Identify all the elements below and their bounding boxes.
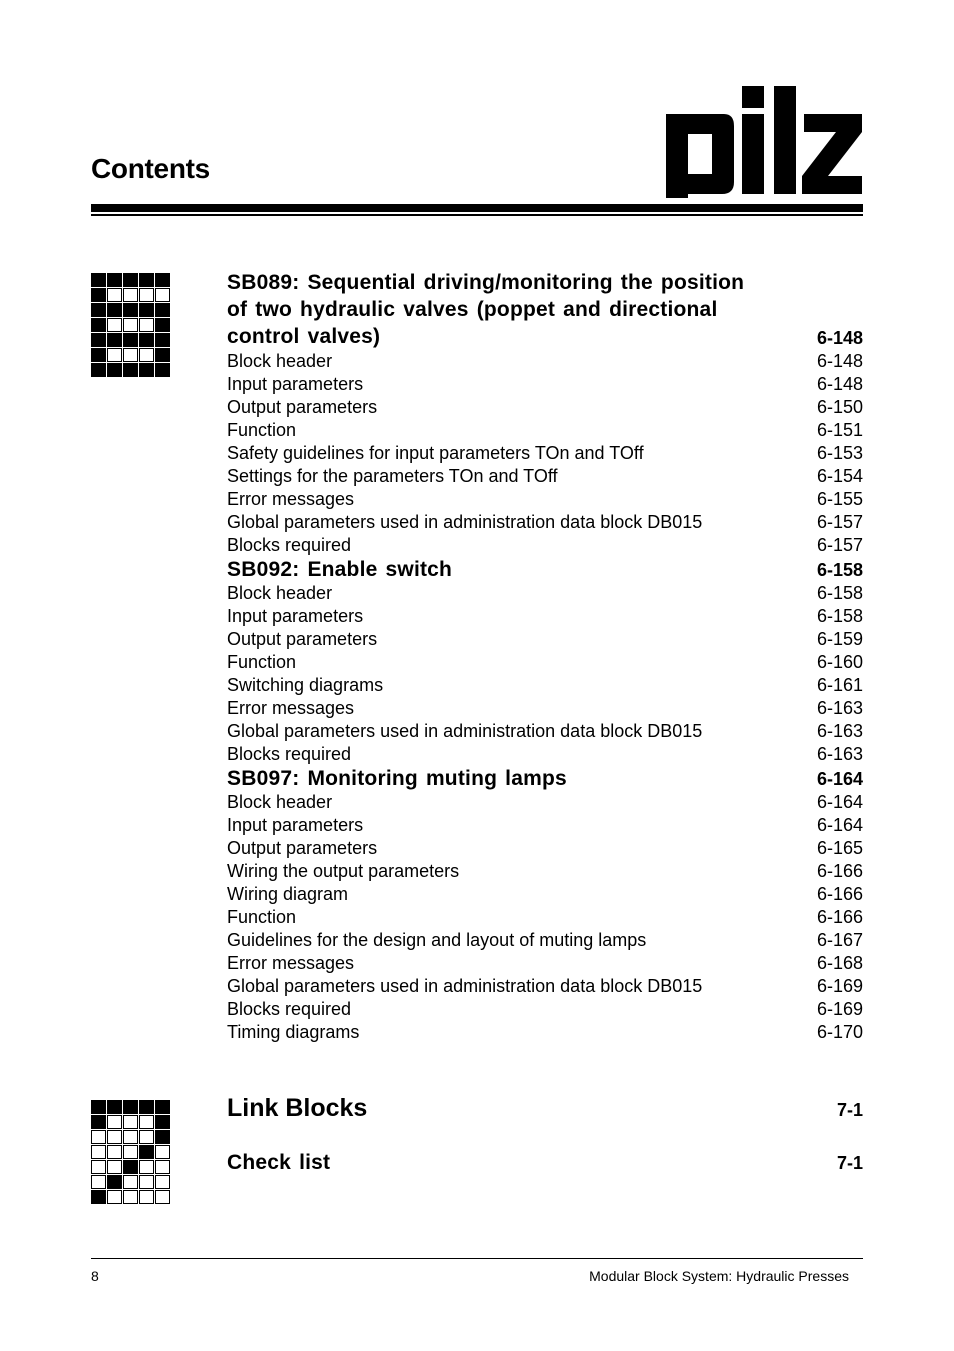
- toc-chapter-7: [227, 1094, 863, 1175]
- toc-entry-page: 6-151: [816, 420, 863, 440]
- section-heading-row: [227, 766, 863, 791]
- toc-entry: [227, 952, 863, 975]
- section-title: SB092: Enable switch: [227, 558, 453, 581]
- section-heading-row: [227, 323, 863, 350]
- toc-entry-text: Guidelines for the design and layout of muting lamps: [227, 930, 647, 950]
- header-rule-thin: [91, 214, 863, 216]
- toc-entry: [227, 628, 863, 651]
- toc-entry: [227, 791, 863, 814]
- toc-entry: [227, 1021, 863, 1044]
- toc-entry-text: Safety guidelines for input parameters TOn and TOff: [227, 443, 644, 463]
- toc-section-sb092: [227, 557, 863, 766]
- toc-entry-page: 6-150: [816, 397, 863, 417]
- toc-entry-text: Wiring the output parameters: [227, 861, 460, 881]
- section-title-line: SB089: Sequential driving/monitoring the position: [227, 271, 745, 294]
- toc-entry-page: 6-161: [816, 675, 863, 695]
- toc-entry-text: Blocks required: [227, 535, 352, 555]
- toc-entry-page: 6-155: [816, 489, 863, 509]
- toc-entry: [227, 511, 863, 534]
- toc-entry-text: Blocks required: [227, 999, 352, 1019]
- toc-entry-text: Global parameters used in administration data block DB015: [227, 721, 703, 741]
- check-list-title: Check list: [227, 1151, 331, 1174]
- toc-entry: [227, 697, 863, 720]
- section-heading-row: [227, 557, 863, 582]
- toc-entry: [227, 488, 863, 511]
- toc-entry-text: Block header: [227, 792, 333, 812]
- toc-entry-text: Function: [227, 907, 297, 927]
- toc-entry: [227, 674, 863, 697]
- toc-entry-text: Wiring diagram: [227, 884, 349, 904]
- toc-entry-page: 6-164: [816, 815, 863, 835]
- toc-entry-page: 6-166: [816, 907, 863, 927]
- footer-document-title: Modular Block System: Hydraulic Presses: [589, 1268, 849, 1284]
- toc-entry: [227, 396, 863, 419]
- toc-entry-page: 6-158: [816, 606, 863, 626]
- toc-entry-page: 6-169: [816, 999, 863, 1019]
- toc-entry-text: Block header: [227, 351, 333, 371]
- footer-rule: [91, 1258, 863, 1259]
- chapter-heading-row: [227, 1094, 863, 1123]
- toc-entry-page: 6-166: [816, 861, 863, 881]
- section-page: 6-158: [816, 560, 863, 580]
- toc-entry: [227, 743, 863, 766]
- section-title-line: control valves): [227, 325, 381, 348]
- toc-entry: [227, 350, 863, 373]
- toc-entry-text: Blocks required: [227, 744, 352, 764]
- toc-entry-page: 6-148: [816, 351, 863, 371]
- toc-entry-page: 6-170: [816, 1022, 863, 1042]
- toc-section-sb097: [227, 766, 863, 1044]
- pilz-logo: [664, 84, 864, 199]
- toc-entry-text: Output parameters: [227, 397, 378, 417]
- toc-entry-page: 6-169: [816, 976, 863, 996]
- toc-entry-page: 6-163: [816, 721, 863, 741]
- toc-entry-page: 6-166: [816, 884, 863, 904]
- section-page: 6-164: [816, 769, 863, 789]
- toc-entry: [227, 651, 863, 674]
- toc-entry: [227, 720, 863, 743]
- toc-entry-text: Input parameters: [227, 606, 364, 626]
- toc-entry-text: Output parameters: [227, 838, 378, 858]
- chapter-6-marker-icon: [91, 273, 170, 377]
- page-title: Contents: [91, 153, 210, 184]
- toc-entry-text: Block header: [227, 583, 333, 603]
- toc-entry: [227, 929, 863, 952]
- toc-entry-page: 6-165: [816, 838, 863, 858]
- toc-entry-page: 6-159: [816, 629, 863, 649]
- toc-entry-text: Global parameters used in administration data block DB015: [227, 512, 703, 532]
- section-page: 6-148: [816, 328, 863, 348]
- toc-entry-page: 6-153: [816, 443, 863, 463]
- toc-entry-page: 6-158: [816, 583, 863, 603]
- toc-entry-text: Settings for the parameters TOn and TOff: [227, 466, 558, 486]
- toc-entry-text: Error messages: [227, 698, 355, 718]
- toc-entry: [227, 582, 863, 605]
- toc-entry: [227, 465, 863, 488]
- toc-entry-page: 6-157: [816, 512, 863, 532]
- toc-entry-page: 6-163: [816, 698, 863, 718]
- check-list-row: [227, 1150, 863, 1175]
- toc-entry: [227, 419, 863, 442]
- toc-section-sb089: [227, 269, 863, 557]
- toc-entry-page: 6-154: [816, 466, 863, 486]
- header-rule-thick: [91, 204, 863, 212]
- section-title: SB097: Monitoring muting lamps: [227, 767, 567, 790]
- toc-entry-text: Error messages: [227, 489, 355, 509]
- check-list-page: 7-1: [836, 1153, 863, 1173]
- toc-entry-page: 6-168: [816, 953, 863, 973]
- toc-entry-page: 6-164: [816, 792, 863, 812]
- toc-entry: [227, 534, 863, 557]
- toc-entry: [227, 883, 863, 906]
- toc-entry: [227, 814, 863, 837]
- toc-entry-text: Function: [227, 420, 297, 440]
- toc-entry: [227, 605, 863, 628]
- toc-entry-text: Timing diagrams: [227, 1022, 360, 1042]
- toc-entry-page: 6-157: [816, 535, 863, 555]
- chapter-7-marker-icon: [91, 1100, 170, 1204]
- toc-entry-text: Error messages: [227, 953, 355, 973]
- toc-entry-text: Output parameters: [227, 629, 378, 649]
- toc-entry: [227, 442, 863, 465]
- toc-entry: [227, 906, 863, 929]
- footer-page-number: 8: [91, 1268, 99, 1284]
- chapter-title: Link Blocks: [227, 1094, 368, 1122]
- toc-chapter-6: [227, 269, 863, 1044]
- toc-entry-page: 6-160: [816, 652, 863, 672]
- toc-entry: [227, 860, 863, 883]
- toc-entry: [227, 975, 863, 998]
- toc-entry-text: Input parameters: [227, 815, 364, 835]
- toc-entry-page: 6-148: [816, 374, 863, 394]
- toc-entry-text: Global parameters used in administration data block DB015: [227, 976, 703, 996]
- chapter-page: 7-1: [836, 1100, 863, 1120]
- toc-entry-text: Function: [227, 652, 297, 672]
- toc-entry-page: 6-163: [816, 744, 863, 764]
- toc-entry: [227, 837, 863, 860]
- toc-entry: [227, 998, 863, 1021]
- toc-entry-text: Switching diagrams: [227, 675, 384, 695]
- toc-entry-text: Input parameters: [227, 374, 364, 394]
- toc-entry-page: 6-167: [816, 930, 863, 950]
- toc-entry: [227, 373, 863, 396]
- section-title-line: of two hydraulic valves (poppet and directional: [227, 298, 718, 321]
